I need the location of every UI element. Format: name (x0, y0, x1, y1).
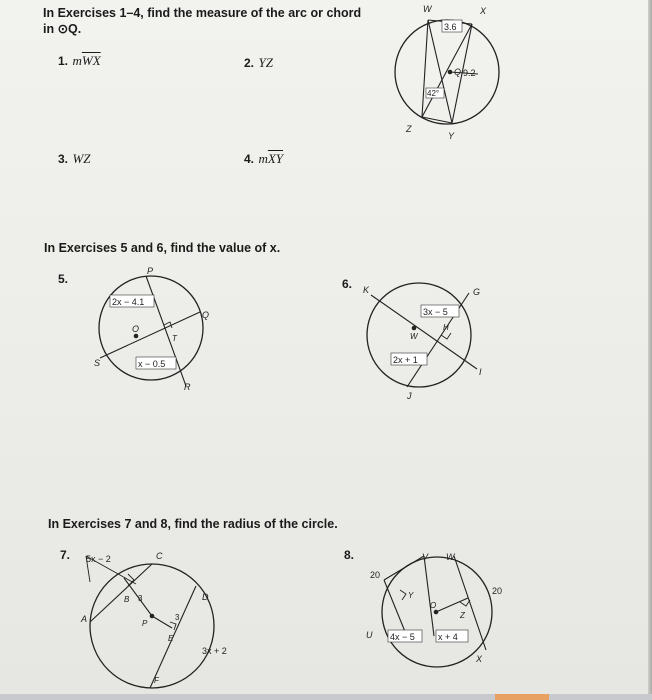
instructions-1-4-line1: In Exercises 1–4, find the measure of the arc or chord (43, 6, 362, 20)
label-b: B (124, 595, 130, 604)
label-s: S (94, 358, 101, 368)
label-q: Q (454, 67, 462, 77)
exercise-prefix: m (72, 53, 82, 68)
exercise-number: 4. (244, 152, 255, 166)
bottom-toolbar-strip (0, 694, 652, 700)
label-o: O (132, 324, 140, 334)
expr-3x-2: 3x + 2 (202, 646, 227, 656)
label-y: Y (408, 591, 414, 600)
label-t: T (172, 334, 177, 343)
center-o (434, 610, 439, 615)
exercise-6-figure (355, 275, 495, 405)
label-w: W (446, 552, 455, 562)
label-a: A (81, 614, 88, 624)
label-e: E (168, 634, 174, 643)
segment-oz (436, 598, 468, 612)
segment-center (424, 556, 437, 636)
angle-measure: 42° (427, 89, 440, 98)
exercise-expression: $\overline{XY}$ (267, 151, 284, 166)
label-q: Q (202, 310, 210, 320)
exercise-expression: WZ (72, 151, 91, 166)
center-w (412, 326, 417, 331)
page-edge-shadow (648, 0, 652, 700)
expr-2x-4-1: 2x − 4.1 (112, 297, 145, 307)
label-o: O (430, 601, 437, 610)
exercise-prefix: m (258, 151, 268, 166)
label-z: Z (460, 611, 465, 620)
chord-uv (384, 556, 424, 580)
expr-3x-5: 3x − 5 (423, 307, 448, 317)
exercise-3 (58, 150, 91, 168)
label-y: Y (448, 131, 455, 141)
exercise-number: 2. (244, 56, 255, 70)
center-p (150, 614, 155, 619)
right-angle-mark (170, 622, 176, 630)
exercise-4 (244, 150, 283, 168)
exercise-7-figure (80, 548, 250, 694)
chord-pr (146, 276, 186, 386)
label-c: C (156, 551, 163, 561)
chord-wx-length: 3.6 (444, 22, 457, 32)
center-q (448, 70, 453, 75)
label-u: U (366, 630, 373, 640)
label-x: X (480, 6, 487, 16)
exercise-7-number: 7. (60, 548, 71, 562)
length-20-left: 20 (370, 570, 381, 580)
bottom-accent-bar (495, 694, 549, 700)
label-w: W (423, 4, 432, 14)
label-i: I (479, 367, 482, 377)
length-20-right: 20 (492, 586, 503, 596)
right-angle-mark (400, 590, 406, 600)
exercise-5-figure (80, 262, 230, 397)
label-p: P (142, 619, 148, 628)
exercise-8-number: 8. (344, 548, 355, 562)
exercise-number: 1. (58, 54, 69, 68)
label-v: V (422, 552, 429, 562)
label-p: P (147, 266, 154, 276)
segment-pe (152, 616, 172, 628)
length-3-b: 3 (175, 613, 180, 622)
label-k: K (363, 285, 370, 295)
label-w: W (410, 332, 418, 341)
label-f: F (154, 676, 159, 685)
label-r: R (184, 382, 191, 392)
label-x: X (476, 654, 483, 664)
center-o (134, 334, 139, 339)
label-j: J (407, 391, 412, 401)
label-g: G (473, 287, 481, 297)
exercise-expression: $\overline{WX}$ (81, 53, 101, 68)
circle-q-figure (380, 0, 520, 145)
label-h: H (443, 323, 449, 332)
exercise-2 (244, 54, 273, 72)
expr-x-4: x + 4 (438, 632, 458, 642)
label-d: D (202, 592, 209, 602)
segment-length: 9.2 (463, 68, 476, 78)
segment-left (384, 580, 406, 634)
expr-2x-1: 2x + 1 (393, 355, 418, 365)
exercise-5-number: 5. (58, 272, 69, 286)
instructions-7-8: In Exercises 7 and 8, find the radius of the circle. (48, 517, 338, 531)
circle-p (90, 564, 214, 688)
exercise-number: 3. (58, 152, 69, 166)
chord-wz (422, 20, 428, 117)
instructions-1-4-line2: in ⊙Q. (43, 22, 82, 36)
exercise-6-number: 6. (342, 277, 353, 291)
expr-x-0-5: x − 0.5 (138, 359, 166, 369)
circle-6 (367, 283, 471, 387)
exercise-1 (58, 52, 101, 70)
instructions-5-6: In Exercises 5 and 6, find the value of x. (44, 241, 281, 255)
exercise-8-figure (362, 550, 512, 670)
expr-5x-2: 5x − 2 (86, 554, 111, 564)
expr-4x-5: 4x − 5 (390, 632, 415, 642)
chord-sq (100, 312, 200, 358)
circle-q (395, 20, 499, 124)
exercise-expression: YZ (258, 55, 273, 70)
label-z: Z (406, 124, 412, 134)
length-3-a: 3 (138, 594, 143, 603)
